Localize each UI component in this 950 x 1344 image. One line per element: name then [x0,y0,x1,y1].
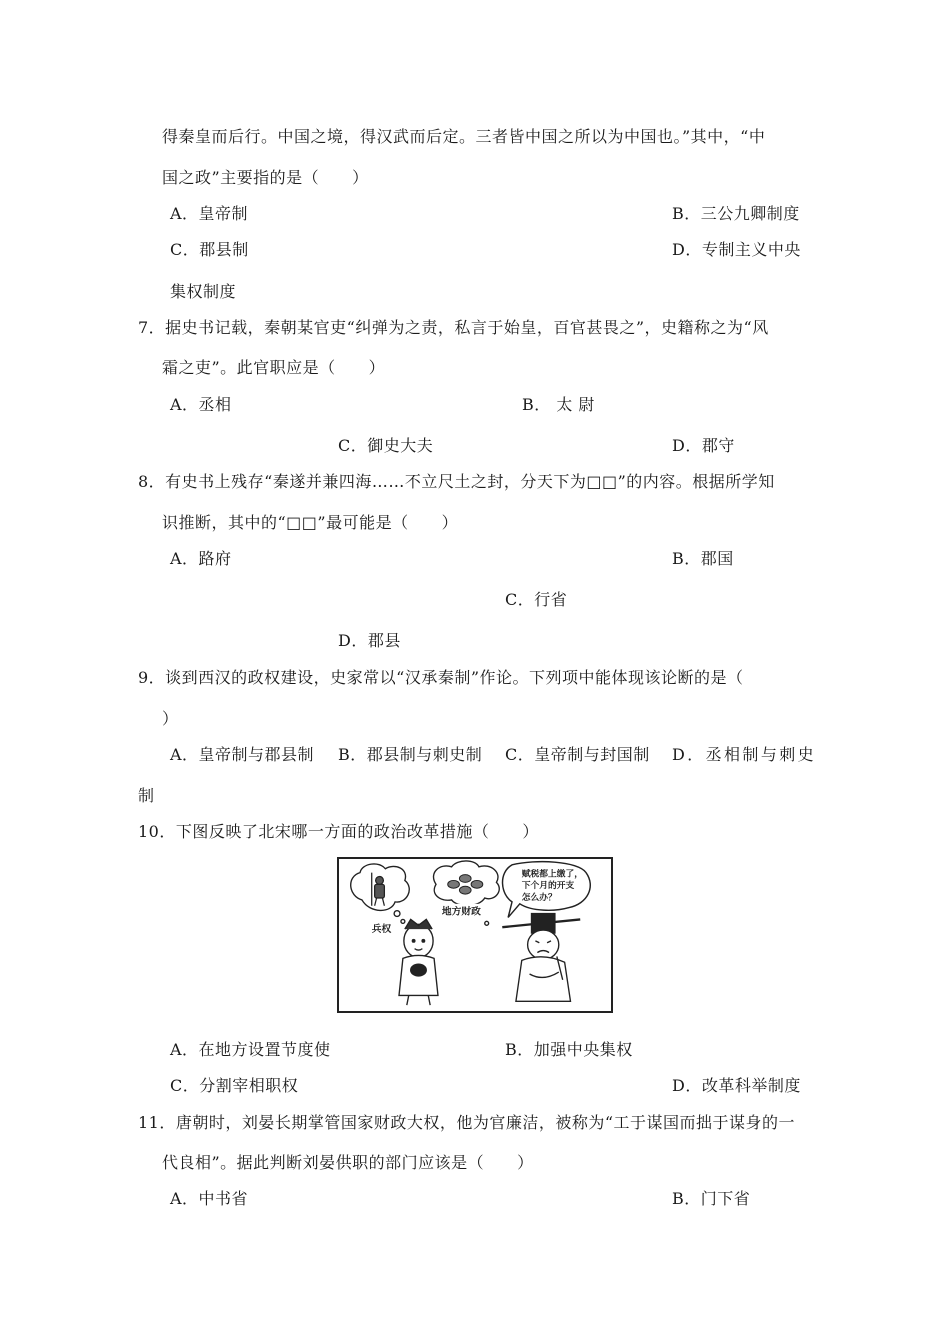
soldier-icon [372,873,385,906]
q6-stem-line1: 得秦皇而后行。中国之境，得汉武而后定。三者皆中国之所以为中国也。”其中，“中 [162,127,766,146]
q7-stem-line2: 霜之吏”。此官职应是（ ） [162,358,386,377]
q11-option-a: A．中书省 [170,1189,249,1208]
q7-option-d: D．郡守 [672,436,735,455]
q10-option-c: C．分割宰相职权 [170,1076,299,1095]
q10-stem: 10．下图反映了北宋哪一方面的政治改革措施（ ） [138,822,539,841]
q6-option-b: B．三公九卿制度 [672,204,800,223]
q10-option-a: A．在地方设置节度使 [170,1040,331,1059]
q10-option-d: D．改革科举制度 [672,1076,801,1095]
q6-option-a: A．皇帝制 [170,204,249,223]
speech-line-2: 下个月的开支 [521,881,575,892]
local-finance-label: 地方财政 [441,906,481,918]
q9-option-d-continued: 制 [138,786,155,805]
speech-line-3: 怎么办？ [521,892,557,903]
q8-stem-line1: 8．有史书上残存“秦遂并兼四海……不立尺土之封，分天下为□□”的内容。根据所学知 [138,472,775,491]
q9-option-b: B．郡县制与刺史制 [338,745,483,764]
q7-option-a: A．丞相 [170,395,232,414]
q8-option-d: D．郡县 [338,631,401,650]
q9-stem-line1: 9．谈到西汉的政权建设，史家常以“汉承秦制”作论。下列项中能体现该论断的是（ [138,668,744,687]
coins-icon [448,875,483,894]
q8-stem-line2: 识推断，其中的“□□”最可能是（ ） [162,513,459,532]
q6-option-d-continued: 集权制度 [170,282,237,301]
q11-option-b: B．门下省 [672,1189,751,1208]
q6-stem-line2: 国之政”主要指的是（ ） [162,168,369,187]
q6-option-c: C．郡县制 [170,240,249,259]
q7-stem-line1: 7．据史书记载，秦朝某官吏“纠弹为之责，私言于始皇，百官甚畏之”，史籍称之为“风 [138,318,769,337]
military-power-label: 兵权 [371,924,392,936]
song-dynasty-cartoon [337,857,613,1013]
q9-option-a: A．皇帝制与郡县制 [170,745,315,764]
q11-stem-line2: 代良相”。据此判断刘晏供职的部门应该是（ ） [162,1153,534,1172]
q9-stem-line2: ） [162,709,179,728]
q9-option-d: D．丞相制与刺史 [672,745,817,764]
speech-line-1: 赋税都上缴了， [521,869,584,880]
q8-option-b: B．郡国 [672,549,734,568]
q10-option-b: B．加强中央集权 [505,1040,633,1059]
q8-option-a: A．路府 [170,549,232,568]
q11-stem-line1: 11．唐朝时，刘晏长期掌管国家财政大权，他为官廉洁，被称为“工于谋国而拙于谋身的一 [138,1113,796,1132]
q6-option-d: D．专制主义中央 [672,240,801,259]
q9-option-c: C．皇帝制与封国制 [505,745,650,764]
emperor-icon [399,919,438,1005]
official-icon [502,914,580,1002]
q8-option-c: C．行省 [505,590,568,609]
q7-option-b: B． 太 尉 [522,395,595,414]
q7-option-c: C．御史大夫 [338,436,434,455]
